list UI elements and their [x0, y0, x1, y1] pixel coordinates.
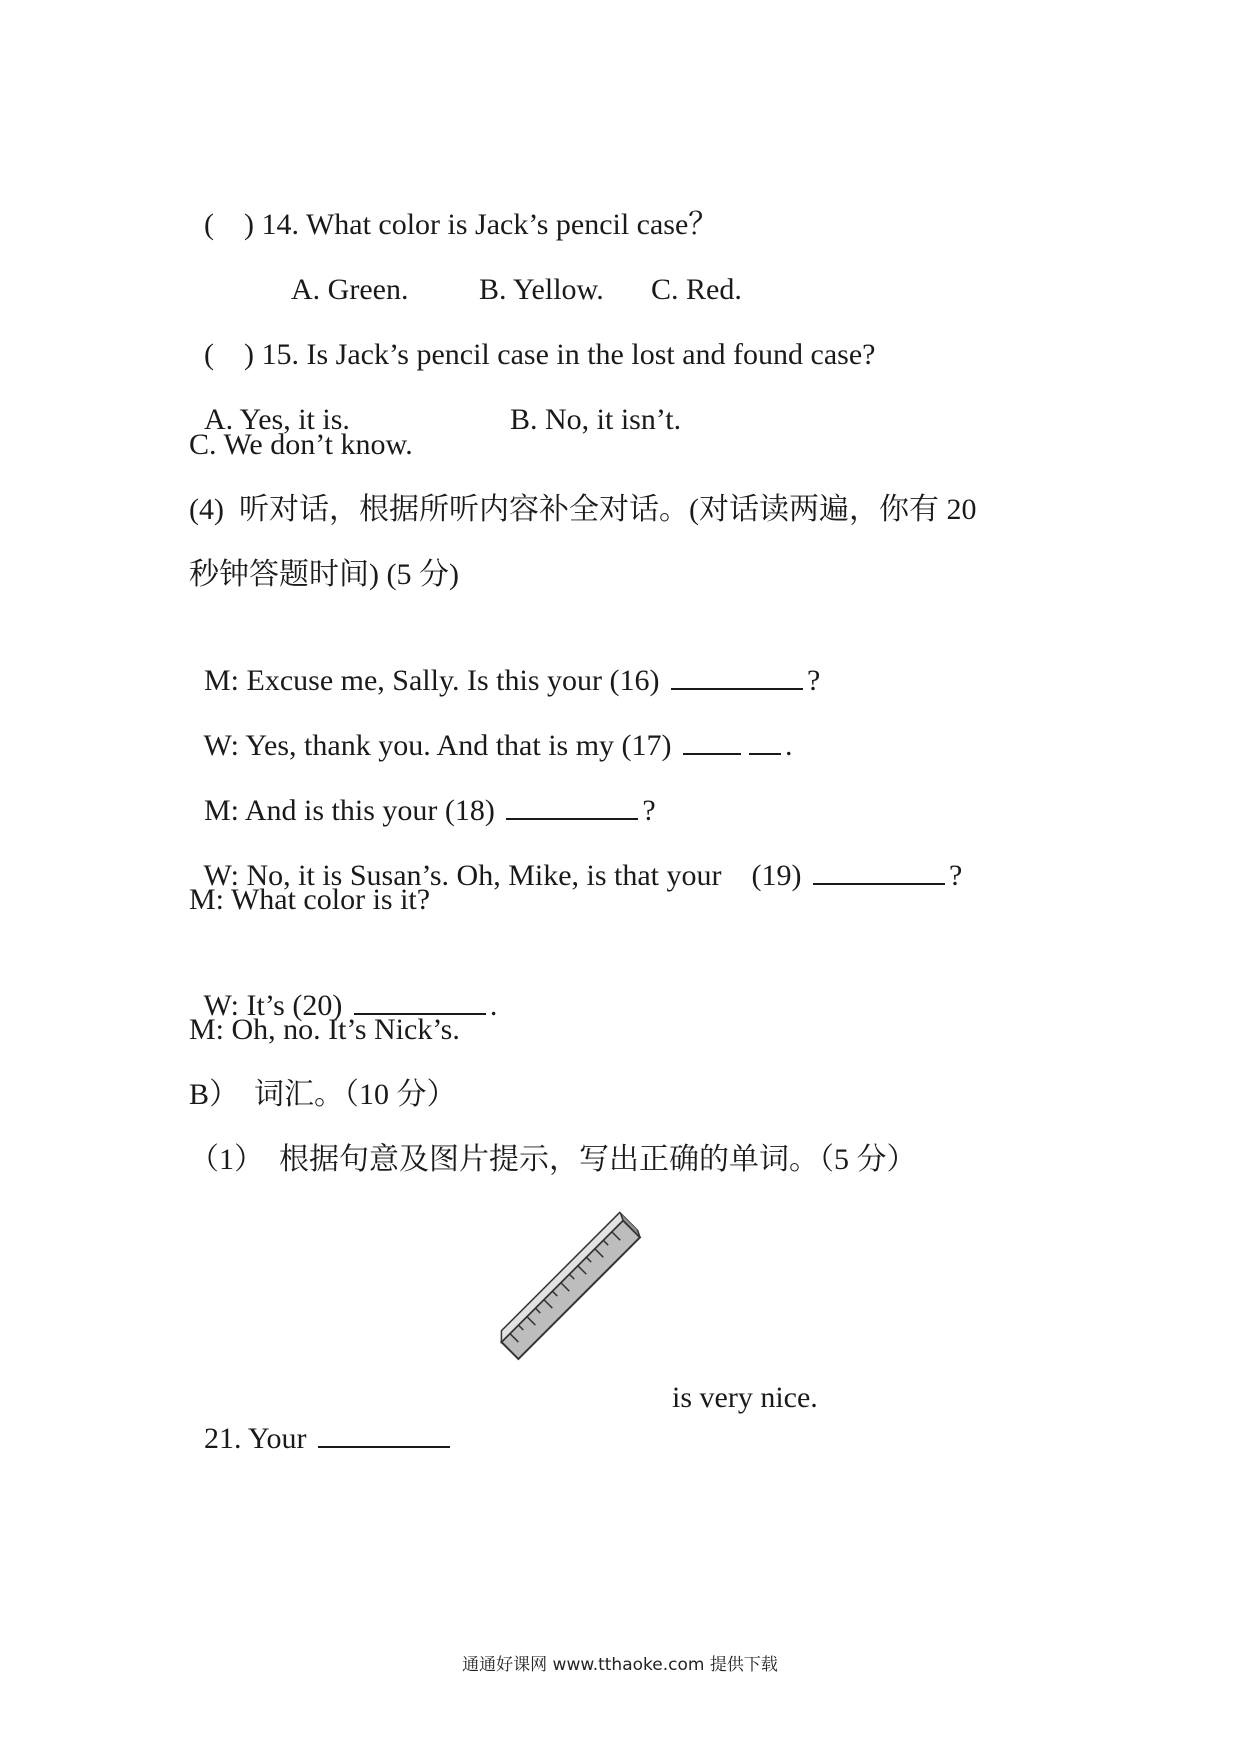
dialogue-text: W: No, it is Susan’s. Oh, Mike, is that your (19) — [203, 859, 809, 892]
question-text: 21. Your — [204, 1422, 315, 1455]
section-4-instruction-cont: 秒钟答题时间) (5 分) — [189, 558, 459, 591]
punctuation: . — [489, 989, 498, 1022]
section-b-sub-1: （1） 根据句意及图片提示，写出正确的单词。（5 分） — [189, 1143, 917, 1176]
blank-21[interactable] — [318, 1418, 450, 1448]
blank-17[interactable] — [683, 725, 741, 755]
question-text: 14. What color is Jack’s pencil case？ — [261, 208, 719, 241]
punctuation: . — [785, 729, 793, 762]
punctuation: ? — [642, 794, 656, 827]
blank-19[interactable] — [813, 855, 945, 885]
dialogue-text: M: And is this your (18) — [204, 794, 503, 827]
option-a: A. Yes, it is. — [204, 403, 350, 436]
blank-17-part[interactable] — [749, 725, 781, 755]
answer-paren: ( ) — [204, 338, 254, 371]
dialogue-line-color: M: What color is it? — [189, 883, 431, 916]
question-21-start — [189, 1378, 454, 1459]
dialogue-text: W: Yes, thank you. And that is my (17) — [203, 729, 680, 762]
ruler-icon — [492, 1211, 649, 1368]
answer-paren: ( ) — [204, 208, 254, 241]
punctuation: ? — [807, 664, 821, 697]
option-b: B. Yellow. — [479, 273, 604, 306]
option-b: B. No, it isn’t. — [510, 403, 682, 436]
section-4-instruction: (4) 听对话，根据所听内容补全对话。(对话读两遍，你有 20 — [189, 493, 977, 526]
option-c: C. We don’t know. — [189, 428, 413, 461]
option-a: A. Green. — [291, 273, 409, 306]
section-b-heading: B） 词汇。（10 分） — [189, 1078, 457, 1111]
footer-text: 通通好课网 www.tthaoke.com 提供下载 — [462, 1655, 778, 1675]
dialogue-line-nick: M: Oh, no. It’s Nick’s. — [189, 1013, 460, 1046]
dialogue-text: M: Excuse me, Sally. Is this your (16) — [204, 664, 667, 697]
question-text: 15. Is Jack’s pencil case in the lost and found case? — [261, 338, 876, 371]
punctuation: ? — [949, 859, 963, 892]
option-c: C. Red. — [651, 273, 742, 306]
question-21-end: is very nice. — [672, 1381, 818, 1414]
dialogue-text: W: It’s (20) — [203, 989, 350, 1022]
